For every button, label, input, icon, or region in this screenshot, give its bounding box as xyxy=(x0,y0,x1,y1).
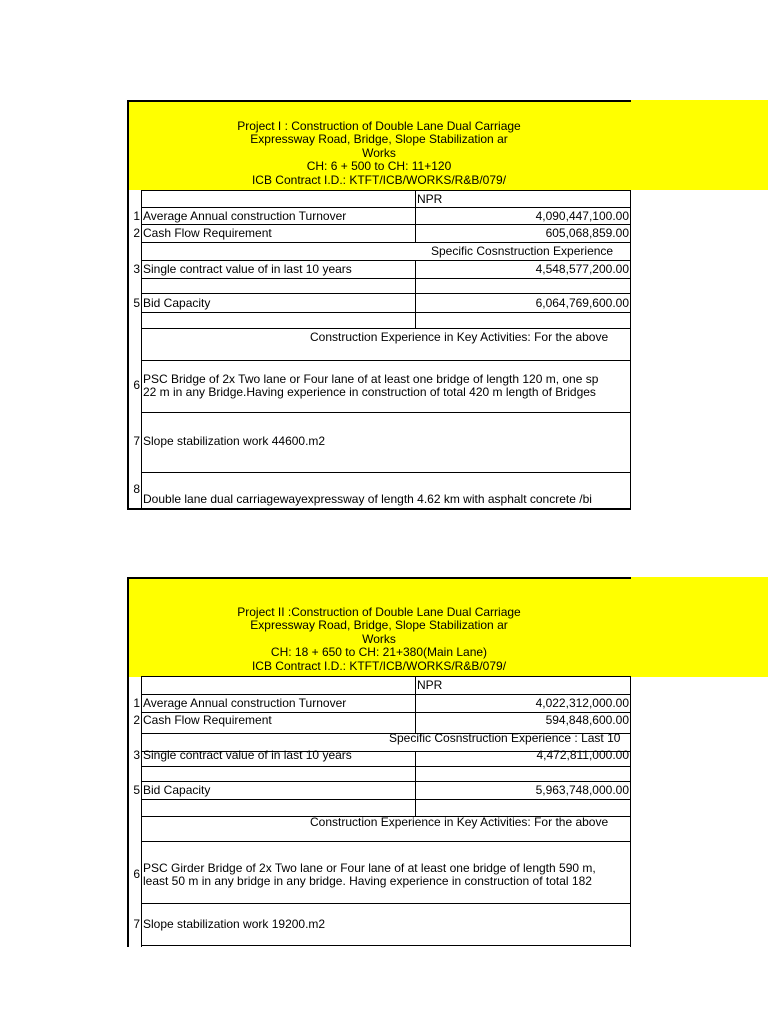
row-text-slope: Slope stabilization work 44600.m2 xyxy=(143,434,326,448)
row-label-single-contract: Single contract value of in last 10 years xyxy=(143,748,352,762)
row-label-cashflow: Cash Flow Requirement xyxy=(143,226,272,240)
section-key-activities: Construction Experience in Key Activities: For the above xyxy=(310,815,609,829)
row-text-dual-carriageway: Double lane dual carriagewayexpressway of length 4.62 km with asphalt concrete /bi xyxy=(143,492,592,506)
row-label-turnover: Average Annual construction Turnover xyxy=(143,209,347,223)
row-label-bid-capacity: Bid Capacity xyxy=(143,296,211,310)
section-key-activities: Construction Experience in Key Activities: For the above xyxy=(310,330,609,344)
row-value-cashflow: 605,068,859.00 xyxy=(545,226,629,240)
row-label-turnover: Average Annual construction Turnover xyxy=(143,696,347,710)
project-2-title: Project II :Construction of Double Lane Dual Carriage xyxy=(237,606,521,619)
row-index: 3 xyxy=(133,262,140,276)
row-index: 5 xyxy=(133,783,140,797)
row-text-psc-girder-2: least 50 m in any bridge in any bridge. Having experience in construction of total 182 xyxy=(143,874,592,888)
row-index: 8 xyxy=(133,482,140,496)
row-label-single-contract: Single contract value of in last 10 years xyxy=(143,262,352,276)
project-2-works: Works xyxy=(362,632,396,646)
project-1-table xyxy=(127,100,768,510)
row-index: 5 xyxy=(133,296,140,310)
project-2-contract-id: ICB Contract I.D.: KTFT/ICB/WORKS/R&B/079/ xyxy=(251,659,507,673)
row-index: 6 xyxy=(133,867,140,881)
project-2-table xyxy=(127,577,768,947)
project-1-contract-id: ICB Contract I.D.: KTFT/ICB/WORKS/R&B/079/ xyxy=(251,173,507,187)
project-2-subtitle: Expressway Road, Bridge, Slope Stabilization ar xyxy=(250,619,508,633)
row-index: 7 xyxy=(133,434,140,448)
npr-label: NPR xyxy=(417,678,443,692)
row-index: 7 xyxy=(133,917,140,931)
project-2-chainage: CH: 18 + 650 to CH: 21+380(Main Lane) xyxy=(270,646,488,660)
project-1-subtitle: Expressway Road, Bridge, Slope Stabilization ar xyxy=(250,133,508,147)
row-text-psc-bridge-1: PSC Bridge of 2x Two lane or Four lane of at least one bridge of length 120 m, one sp xyxy=(143,372,599,386)
project-2-header xyxy=(127,577,768,677)
row-value-turnover: 4,090,447,100.00 xyxy=(535,209,629,223)
row-text-psc-girder-1: PSC Girder Bridge of 2x Two lane or Four lane of at least one bridge of length 590 m, xyxy=(143,861,596,875)
project-1-chainage: CH: 6 + 500 to CH: 11+120 xyxy=(306,160,452,174)
row-index: 6 xyxy=(133,378,140,392)
row-label-cashflow: Cash Flow Requirement xyxy=(143,713,272,727)
project-1-title: Project I : Construction of Double Lane Dual Carriage xyxy=(237,120,521,133)
row-text-slope: Slope stabilization work 19200.m2 xyxy=(143,917,326,931)
section-specific-experience: Specific Cosnstruction Experience : Last 10 xyxy=(389,731,621,745)
row-label-bid-capacity: Bid Capacity xyxy=(143,783,211,797)
row-value-bid-capacity: 5,963,748,000.00 xyxy=(535,783,629,797)
row-value-cashflow: 594,848,600.00 xyxy=(545,713,629,727)
row-text-psc-bridge-2: 22 m in any Bridge.Having experience in construction of total 420 m length of Bridges xyxy=(143,385,596,399)
project-1-works: Works xyxy=(362,146,396,160)
section-specific-experience: Specific Cosnstruction Experience xyxy=(431,244,614,258)
row-value-bid-capacity: 6,064,769,600.00 xyxy=(535,296,629,310)
row-index: 1 xyxy=(133,696,140,710)
npr-label: NPR xyxy=(417,192,443,206)
row-value-single-contract: 4,548,577,200.00 xyxy=(535,262,629,276)
row-index: 3 xyxy=(133,748,140,762)
row-value-turnover: 4,022,312,000.00 xyxy=(535,696,629,710)
row-index: 1 xyxy=(133,209,140,223)
project-1-header xyxy=(127,100,768,190)
row-value-single-contract: 4,472,811,000.00 xyxy=(536,748,629,762)
row-index: 2 xyxy=(133,713,140,727)
row-index: 2 xyxy=(133,226,140,240)
